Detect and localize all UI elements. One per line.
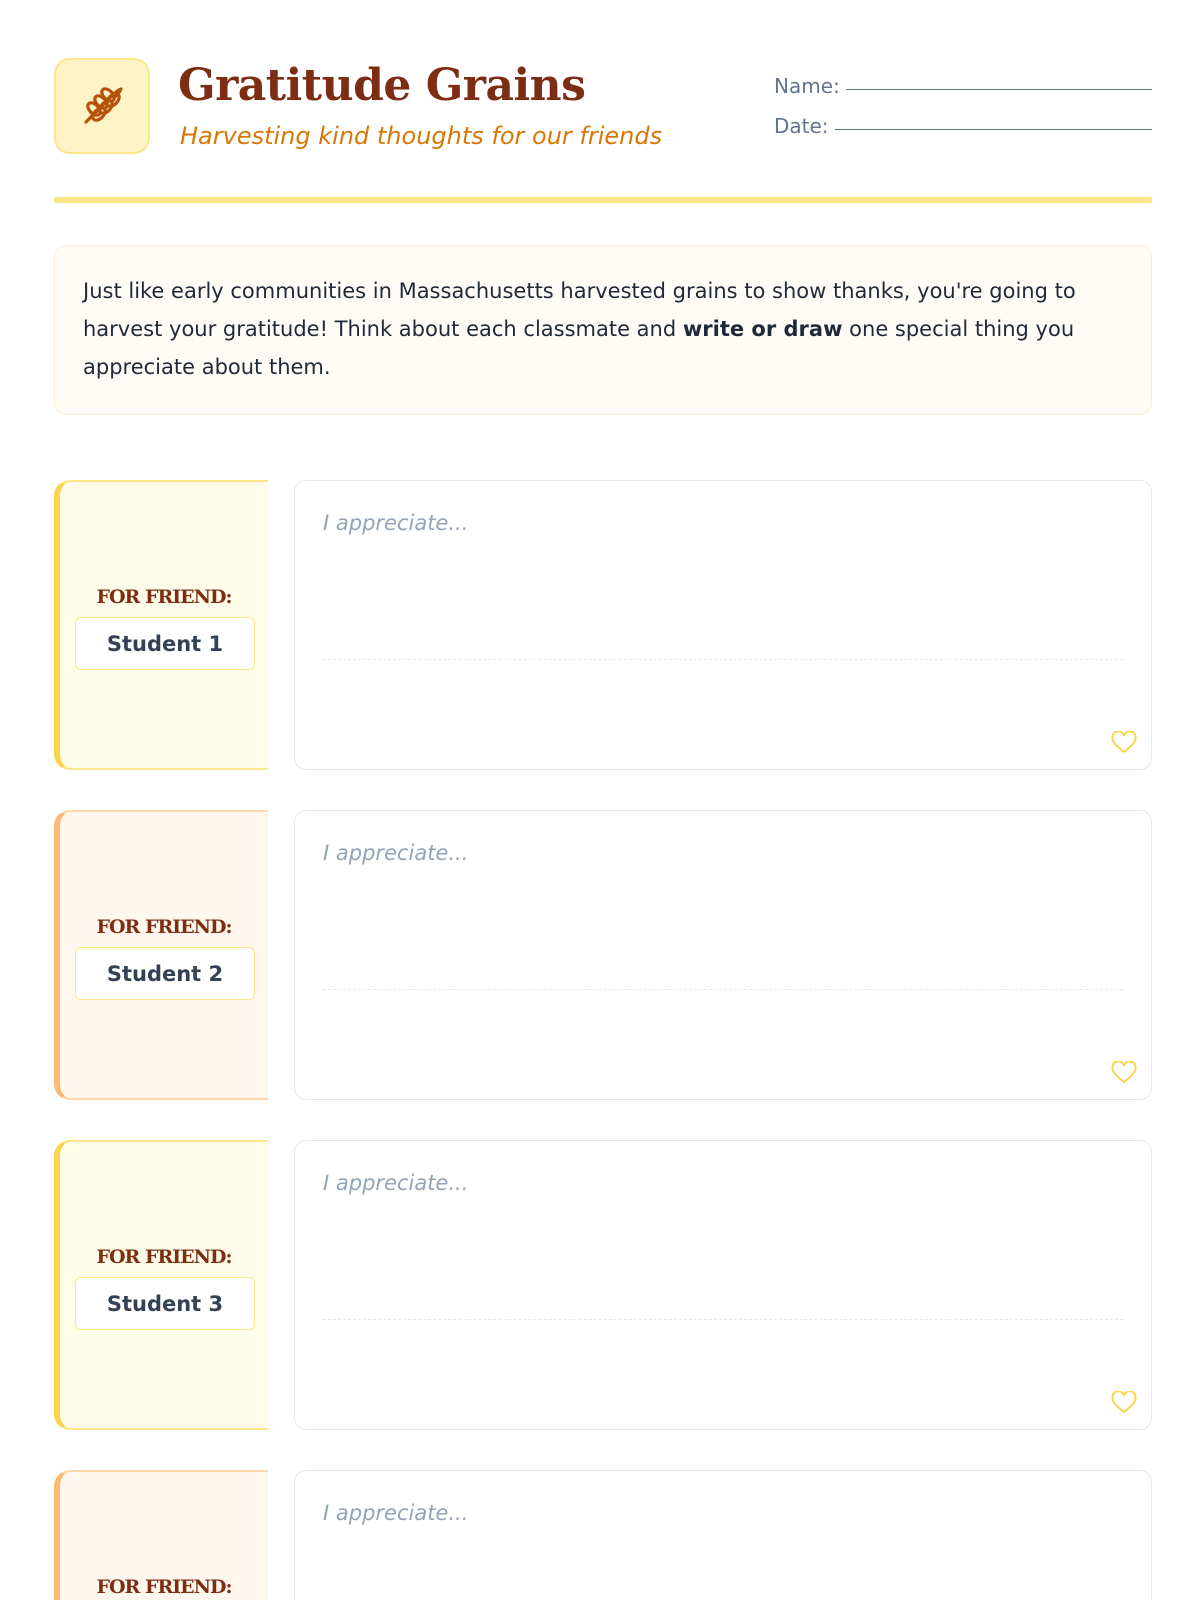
gratitude-card [54,1470,1152,1600]
dashed-guide-line [323,989,1123,990]
date-field[interactable] [835,129,1152,130]
instructions-box [54,245,1152,415]
wheat-icon [77,81,127,131]
gratitude-card [54,810,1152,1100]
date-row [774,98,1152,138]
for-friend-label: FOR FRIEND: [96,1576,232,1598]
page-title: Gratitude Grains [178,60,586,111]
appreciation-prompt: I appreciate... [323,841,469,865]
heart-icon [1111,731,1137,755]
header-divider [54,197,1152,203]
date-label: Date: [774,114,829,138]
friend-tag [54,1470,268,1600]
student-name: Student 3 [75,1277,255,1330]
instructions-text-start: Just like early communities in Massachusetts harvested grains to show thanks, you're going to harvest your gratitude! Think about each classmate and [83,279,1076,341]
worksheet-header [54,58,1152,198]
instructions-text-end: one special thing you appreciate about them. [83,317,1075,379]
appreciation-area[interactable] [294,1470,1152,1600]
appreciation-prompt: I appreciate... [323,511,469,535]
page-subtitle: Harvesting kind thoughts for our friends [180,122,663,150]
for-friend-label: FOR FRIEND: [96,586,232,608]
for-friend-label: FOR FRIEND: [96,1246,232,1268]
heart-icon [1111,1391,1137,1415]
appreciation-prompt: I appreciate... [323,1501,469,1525]
gratitude-card [54,480,1152,770]
appreciation-area[interactable] [294,810,1152,1100]
gratitude-card [54,1140,1152,1430]
heart-icon [1111,1061,1137,1085]
student-info [774,58,1152,138]
friend-tag [54,480,268,770]
student-name: Student 2 [75,947,255,1000]
appreciation-prompt: I appreciate... [323,1171,469,1195]
appreciation-area[interactable] [294,480,1152,770]
name-field[interactable] [846,89,1152,90]
name-row [774,58,1152,98]
student-name: Student 1 [75,617,255,670]
for-friend-label: FOR FRIEND: [96,916,232,938]
logo-badge [54,58,150,154]
instructions-emphasis: write or draw [682,317,843,341]
friend-tag [54,1140,268,1430]
dashed-guide-line [323,659,1123,660]
name-label: Name: [774,74,840,98]
dashed-guide-line [323,1319,1123,1320]
friend-tag [54,810,268,1100]
appreciation-area[interactable] [294,1140,1152,1430]
